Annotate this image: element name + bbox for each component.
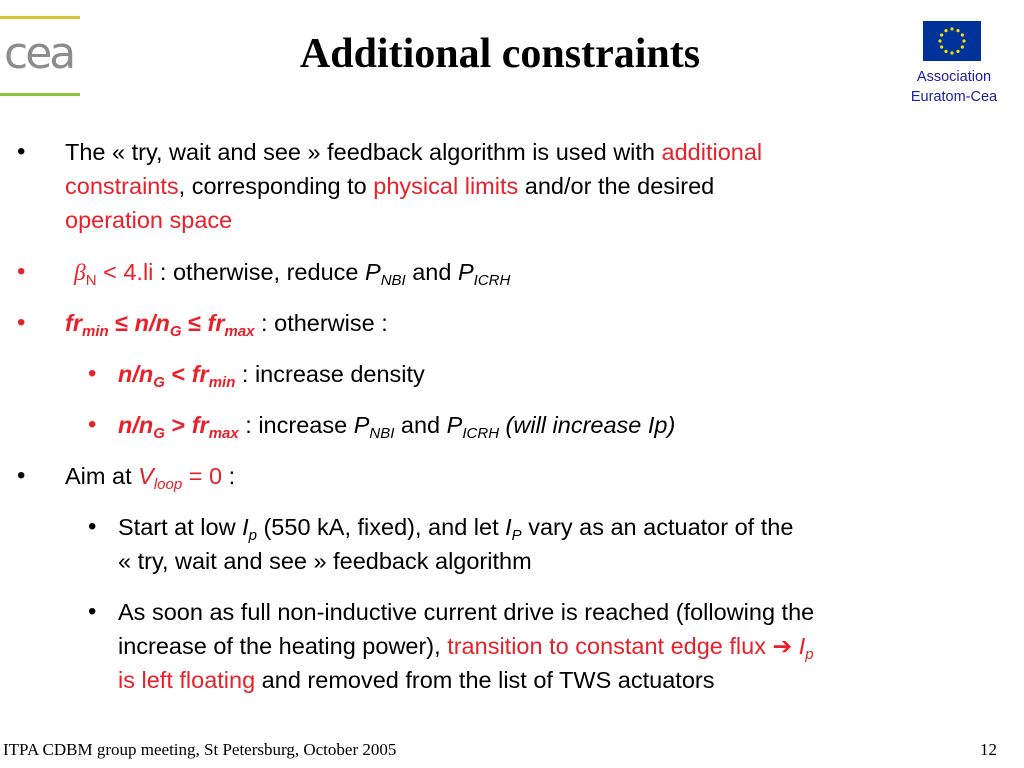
- text: and: [405, 259, 458, 285]
- symbol: n/n: [118, 361, 154, 387]
- highlight-text: is left floating: [118, 667, 256, 693]
- subscript: NBI: [369, 425, 395, 442]
- symbol: I: [505, 514, 512, 540]
- text: and/or the desired: [518, 173, 715, 199]
- association-label: [898, 67, 1010, 107]
- subscript: N: [85, 272, 97, 289]
- bullet-4b-line-2: [118, 629, 814, 663]
- subscript: max: [224, 323, 255, 340]
- symbol: P: [446, 412, 463, 438]
- text: increase of the heating power),: [118, 633, 448, 659]
- eu-flag-icon: [923, 21, 981, 61]
- sub-bullet-marker: •: [88, 411, 97, 438]
- bullet-3a-line: [118, 357, 425, 391]
- highlight-text: constraints: [65, 173, 179, 199]
- subscript: G: [153, 425, 165, 442]
- bullet-3b-line: [118, 408, 675, 442]
- text: (550 kA, fixed), and let: [256, 514, 506, 540]
- bullet-1-line-3: operation space: [65, 207, 233, 233]
- operator: ≤: [108, 310, 135, 336]
- text: and: [394, 412, 447, 438]
- symbol: fr: [191, 361, 209, 387]
- bullet-1-line-2: [65, 169, 714, 203]
- text: and removed from the list of TWS actuators: [255, 667, 715, 693]
- subscript: G: [169, 323, 182, 340]
- subscript: P: [511, 527, 522, 544]
- logo-text: cea: [4, 28, 74, 79]
- text: : otherwise :: [254, 310, 388, 336]
- text: , corresponding to: [178, 173, 374, 199]
- operator: >: [164, 412, 192, 438]
- symbol: fr: [207, 310, 225, 336]
- symbol: n/n: [134, 310, 170, 336]
- eu-stars-icon: [923, 21, 981, 61]
- text: : increase: [238, 412, 354, 438]
- page-number: 12: [980, 740, 997, 759]
- operator: <: [164, 361, 192, 387]
- beta-symbol: β: [74, 260, 86, 286]
- subscript: G: [153, 374, 165, 391]
- bullet-1-line-1: [65, 135, 762, 169]
- symbol: n/n: [118, 412, 154, 438]
- subscript: ICRH: [462, 425, 500, 442]
- footer-text: ITPA CDBM group meeting, St Petersburg, October 2005: [3, 740, 397, 759]
- highlight-text: additional: [661, 139, 763, 165]
- symbol: V: [138, 463, 154, 489]
- symbol: I: [798, 633, 806, 659]
- symbol: I: [242, 514, 249, 540]
- logo-bottom-bar: [0, 93, 80, 96]
- sub-bullet-marker: •: [88, 360, 97, 387]
- bullet-marker: •: [17, 258, 26, 285]
- subscript: ICRH: [473, 272, 511, 289]
- bullet-4a-line-2: « try, wait and see » feedback algorithm: [118, 548, 532, 574]
- symbol: fr: [191, 412, 209, 438]
- bullet-4a-line-1: [118, 510, 793, 544]
- subscript: min: [208, 374, 236, 391]
- sub-bullet-marker: •: [88, 513, 97, 540]
- note-text: (will increase Ip): [499, 412, 676, 438]
- association-line1: Association: [916, 69, 992, 85]
- text: : otherwise, reduce: [153, 259, 365, 285]
- text: vary as an actuator of the: [521, 514, 794, 540]
- bullet-2-line: [74, 255, 510, 290]
- bullet-4b-line-1: As soon as full non-inductive current drive is reached (following the: [118, 599, 815, 625]
- highlight-text: = 0: [182, 463, 223, 489]
- sub-bullet-marker: •: [88, 598, 97, 625]
- symbol: P: [353, 412, 370, 438]
- symbol: P: [457, 259, 474, 285]
- subscript: NBI: [380, 272, 406, 289]
- bullet-marker: •: [17, 462, 26, 489]
- text: The « try, wait and see » feedback algorithm is used with: [65, 139, 662, 165]
- highlight-text: transition to constant edge flux: [447, 633, 766, 659]
- text: Start at low: [118, 514, 243, 540]
- bullet-marker: •: [17, 138, 26, 165]
- highlight-text: physical limits: [373, 173, 519, 199]
- text: : increase density: [235, 361, 425, 387]
- symbol: P: [365, 259, 381, 285]
- subscript: p: [805, 646, 814, 663]
- subscript: max: [208, 425, 239, 442]
- subscript: min: [81, 323, 109, 340]
- bullet-3-line: [65, 306, 388, 340]
- operator: ≤: [181, 310, 208, 336]
- text: :: [222, 463, 236, 489]
- logo-top-bar: [0, 16, 80, 19]
- subscript: loop: [153, 476, 183, 493]
- highlight-text: < 4.li: [96, 259, 154, 285]
- symbol: fr: [65, 310, 82, 336]
- bullet-marker: •: [17, 309, 26, 336]
- arrow-icon: ➔: [765, 633, 799, 659]
- association-line2: Euratom-Cea: [910, 89, 998, 105]
- bullet-4-line: [65, 459, 235, 493]
- text: Aim at: [65, 463, 139, 489]
- page-title: Additional constraints: [299, 31, 701, 77]
- subscript: p: [248, 527, 257, 544]
- bullet-4b-line-3: [118, 663, 714, 697]
